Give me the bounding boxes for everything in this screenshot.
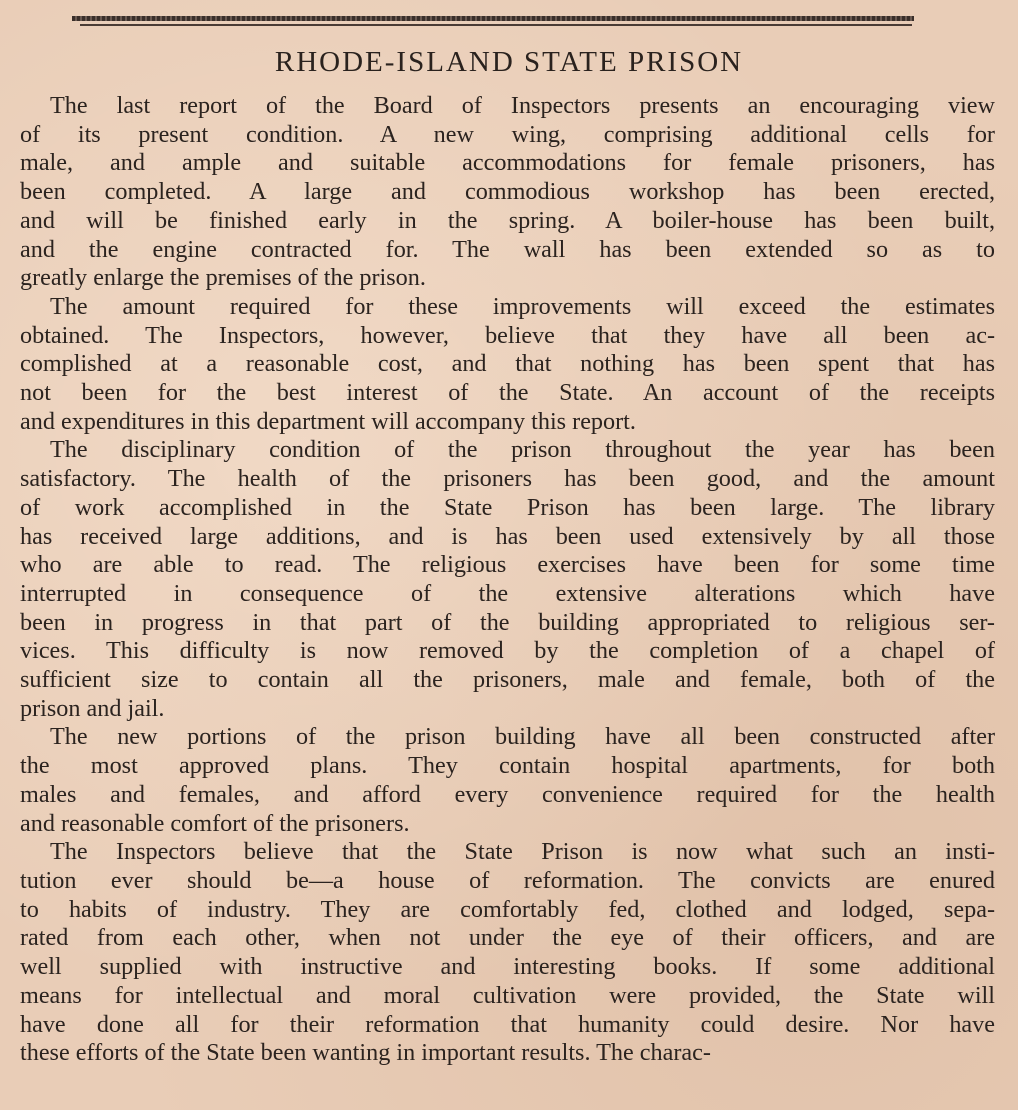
text-line: prison and jail. [20,694,165,722]
paragraph [20,838,995,1068]
text-line: satisfactory. The health of the prisoners has been good, and the amount [20,465,995,493]
text-line: have done all for their reformation that humanity could desire. Nor have [20,1010,995,1038]
text-line: of work accomplished in the State Prison has been large. The library [20,493,995,521]
top-rule [72,16,914,21]
text-line: interrupted in consequence of the extensive alterations which have [20,579,995,607]
text-line: who are able to read. The religious exercises have been for some time [20,551,995,579]
text-line: male, and ample and suitable accommodations for female prisoners, has [20,149,995,177]
text-line: means for intellectual and moral cultivation were provided, the State will [20,981,995,1009]
text-line: The Inspectors believe that the State Prison is now what such an insti- [50,838,995,866]
text-line: vices. This difficulty is now removed by the completion of a chapel of [20,637,995,665]
paragraph [20,723,995,838]
text-line: and expenditures in this department will accompany this report. [20,407,636,435]
text-line: well supplied with instructive and interesting books. If some additional [20,953,995,981]
text-line: has received large additions, and is has been used extensively by all those [20,522,995,550]
text-line: tution ever should be—a house of reformation. The convicts are enured [20,866,995,894]
text-line: greatly enlarge the premises of the prison. [20,264,426,292]
article-title: RHODE-ISLAND STATE PRISON [274,46,744,78]
text-line: of its present condition. A new wing, comprising additional cells for [20,120,995,148]
text-line: rated from each other, when not under the eye of their officers, and are [20,924,995,952]
text-line: sufficient size to contain all the prisoners, male and female, both of the [20,666,995,694]
top-rule-thin [80,24,912,26]
text-line: these efforts of the State been wanting in important results. The charac- [20,1039,711,1067]
text-line: males and females, and afford every convenience required for the health [20,780,995,808]
paragraph [20,293,995,437]
text-line: the most approved plans. They contain hospital apartments, for both [20,752,995,780]
text-line: and will be finished early in the spring. A boiler-house has been built, [20,206,995,234]
paragraph [20,92,995,293]
text-line: to habits of industry. They are comfortably fed, clothed and lodged, sepa- [20,895,995,923]
article-body [20,92,995,1068]
text-line: The amount required for these improvements will exceed the estimates [50,292,995,320]
text-line: obtained. The Inspectors, however, believe that they have all been ac- [20,321,995,349]
text-line: and reasonable comfort of the prisoners. [20,809,410,837]
text-line: The disciplinary condition of the prison throughout the year has been [50,436,995,464]
text-line: not been for the best interest of the State. An account of the receipts [20,379,995,407]
text-line: and the engine contracted for. The wall has been extended so as to [20,235,995,263]
paragraph [20,436,995,723]
text-line: been in progress in that part of the building appropriated to religious ser- [20,608,995,636]
text-line: The new portions of the prison building have all been constructed after [50,723,995,751]
text-line: complished at a reasonable cost, and that nothing has been spent that has [20,350,995,378]
text-line: been completed. A large and commodious workshop has been erected, [20,178,995,206]
text-line: The last report of the Board of Inspectors presents an encouraging view [50,92,995,119]
